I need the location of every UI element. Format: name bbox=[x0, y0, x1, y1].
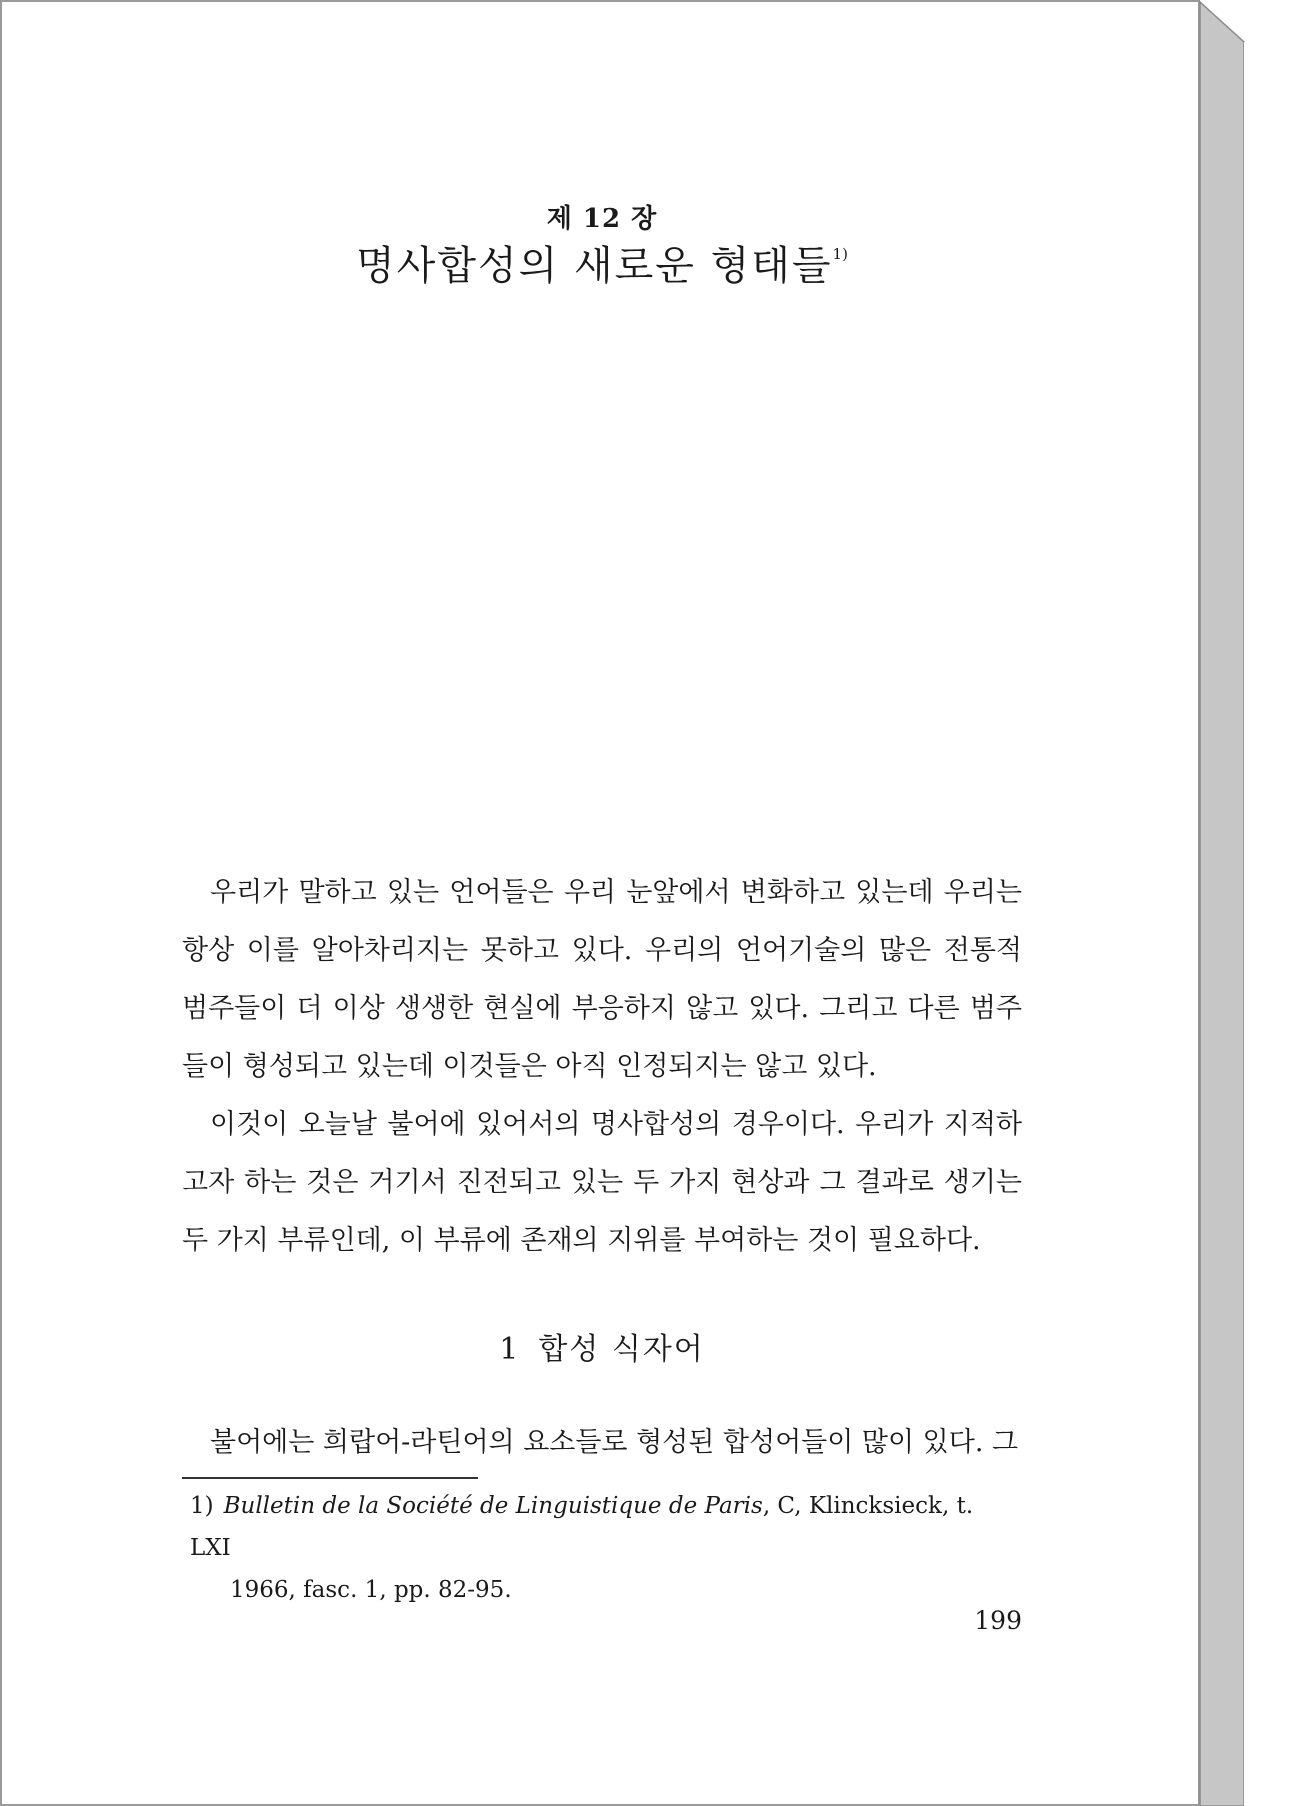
paragraph: 불어에는 희랍어-라틴어의 요소들로 형성된 합성어들이 많이 있다. 그 bbox=[210, 1427, 1019, 1458]
footnote-publisher: , C, Klincksieck, t. LXI bbox=[190, 1493, 974, 1561]
footnote-source: Bulletin de la Société de Linguistique de Paris bbox=[223, 1493, 763, 1519]
page-number: 199 bbox=[974, 1606, 1022, 1635]
intro-text bbox=[182, 864, 1022, 1270]
footnote-details: 1966, fasc. 1, pp. 82-95. bbox=[230, 1577, 512, 1603]
paragraph: 우리가 말하고 있는 언어들은 우리 눈앞에서 변화하고 있는데 우리는 항상 이를 알아차리지는 못하고 있다. 우리의 언어기술의 많은 전통적 범주들이 더 이상 생생한 현실에 부응하지 않고 있다. 그리고 다른 범주들이 형성되고 있는데 이것들은 아직 인정되지는 않고 있다. bbox=[182, 877, 1022, 1082]
section-number: 1 bbox=[499, 1332, 521, 1367]
chapter-title bbox=[2, 234, 1202, 291]
section-text bbox=[182, 1414, 1022, 1472]
paragraph: 이것이 오늘날 불어에 있어서의 명사합성의 경우이다. 우리가 지적하고자 하는 것은 거기서 진전되고 있는 두 가지 현상과 그 결과로 생기는 두 가지 부류인데, 이 부류에 존재의 지위를 부여하는 것이 필요하다. bbox=[182, 1109, 1022, 1256]
footnote-divider bbox=[182, 1477, 478, 1479]
footnote-reference: 1) bbox=[832, 245, 848, 263]
footnote bbox=[190, 1485, 1020, 1611]
section-title: 합성 식자어 bbox=[538, 1332, 705, 1367]
page-stack-edge bbox=[1198, 0, 1291, 1806]
footnote-number: 1) bbox=[190, 1493, 214, 1519]
section-heading bbox=[2, 1324, 1202, 1368]
page-edge-shape bbox=[1198, 0, 1291, 1806]
chapter-number: 제 12 장 bbox=[546, 204, 658, 234]
chapter-title-text: 명사합성의 새로운 형태들 bbox=[356, 243, 833, 289]
